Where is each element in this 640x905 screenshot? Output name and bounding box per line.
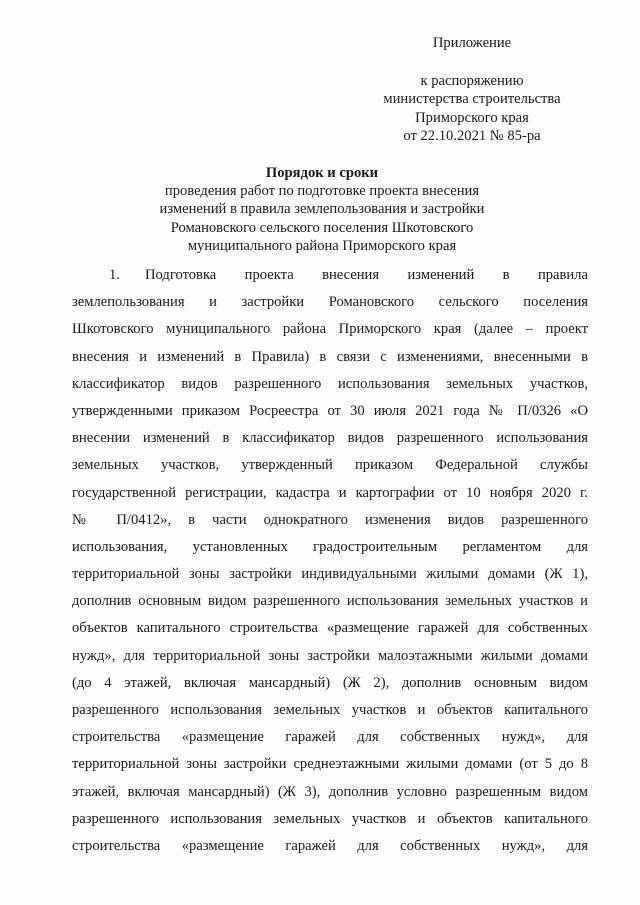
title-line: муниципального района Приморского края xyxy=(187,237,457,254)
body-line: дополнив основным видом разрешенного использования земельных участков и xyxy=(72,593,588,610)
body-line: землепользования и застройки Романовского сельского поселения xyxy=(72,294,588,311)
body-line: земельных участков, утвержденный приказом Федеральной службы xyxy=(72,457,588,474)
body-line: внесения и изменений в Правила) в связи с изменениями, внесенными в xyxy=(72,348,588,365)
body-line: (до 4 этажей, включая мансардный) (Ж 2), дополнив основным видом xyxy=(72,674,588,691)
body-line: объектов капитального строительства «размещение гаражей для собственных xyxy=(72,620,588,637)
body-line: утвержденными приказом Росреестра от 30 июля 2021 года № П/0326 «О xyxy=(72,402,588,419)
body-line-text: Подготовка проекта внесения изменений в правила xyxy=(145,267,588,283)
body-line: классификатор видов разрешенного использования земельных участков, xyxy=(72,375,588,392)
body-paragraph xyxy=(72,262,588,860)
body-line: этажей, включая мансардный) (Ж 3), дополнив условно разрешенным видом xyxy=(72,783,588,800)
appendix-heading: Приложение xyxy=(432,35,512,51)
appendix-line: Приморского края xyxy=(415,109,529,126)
title-line: проведения работ по подготовке проекта внесения xyxy=(164,183,480,200)
body-line: использования, установленных градостроительным регламентом для xyxy=(72,538,588,555)
appendix-line: к распоряжению xyxy=(420,72,524,89)
body-line: строительства «размещение гаражей для собственных нужд», для xyxy=(72,729,588,746)
body-line: государственной регистрации, кадастра и картографии от 10 ноября 2020 г. xyxy=(72,484,588,501)
title-line: изменений в правила землепользования и застройки xyxy=(159,201,485,218)
appendix-date-line: от 22.10.2021 № 85-ра xyxy=(403,128,541,145)
body-line: нужд», для территориальной зоны застройки малоэтажными жилыми домами xyxy=(72,647,588,664)
document-title xyxy=(60,164,584,255)
body-line: № П/0412», в части однократного изменения видов разрешенного xyxy=(72,511,588,528)
body-line: внесении изменений в классификатор видов разрешенного использования xyxy=(72,430,588,447)
appendix-block xyxy=(372,34,572,146)
item-number: 1. xyxy=(109,267,120,283)
body-line xyxy=(72,262,588,289)
body-line: Шкотовского муниципального района Приморского края (далее – проект xyxy=(72,321,588,338)
body-line: территориальной зоны застройки среднеэтажными жилыми домами (от 5 до 8 xyxy=(72,756,588,773)
title-main: Порядок и сроки xyxy=(265,165,379,181)
appendix-line: министерства строительства xyxy=(383,91,561,108)
title-line: Романовского сельского поселения Шкотовского xyxy=(170,219,474,236)
body-line: разрешенного использования земельных участков и объектов капитального xyxy=(72,810,588,827)
body-line: территориальной зоны застройки индивидуальными жилыми домами (Ж 1), xyxy=(72,566,588,583)
body-line: строительства «размещение гаражей для собственных нужд», для xyxy=(72,837,588,854)
body-line: разрешенного использования земельных участков и объектов капитального xyxy=(72,702,588,718)
